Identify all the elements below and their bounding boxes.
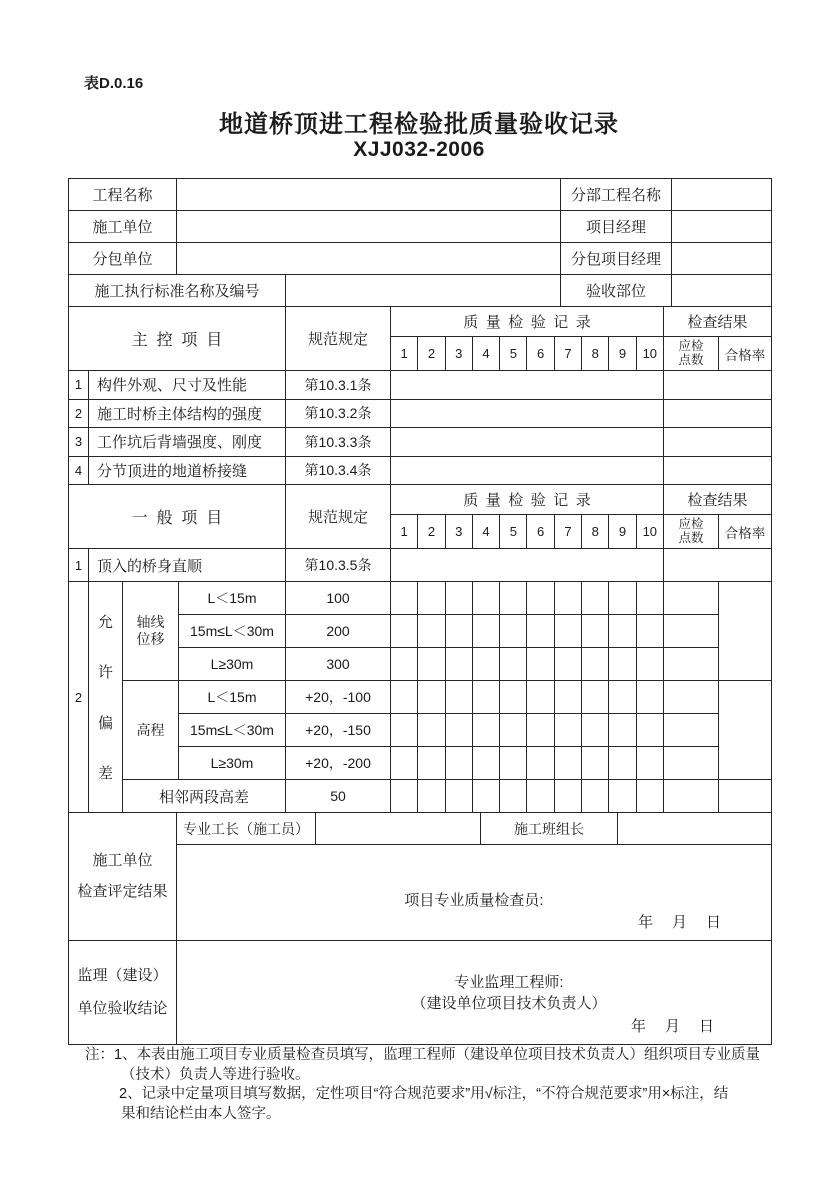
points-cell[interactable] <box>664 648 719 681</box>
record-col-number: 4 <box>473 337 500 371</box>
points-header <box>664 515 719 549</box>
acceptance-part-label: 验收部位 <box>561 275 672 307</box>
form-code: 表D.0.16 <box>84 75 144 92</box>
item-spec: 第10.3.3条 <box>286 428 391 457</box>
note-text: 2、记录中定量项目填写数据，定性项目“符合规范要求”用√标注，“不符合规范要求”用×标注，结 <box>119 1086 729 1102</box>
record-cell[interactable] <box>527 648 554 681</box>
record-cell[interactable] <box>609 714 636 747</box>
construction-result-body <box>177 813 771 941</box>
project-name-label: 工程名称 <box>69 179 177 211</box>
condition: L＜15m <box>179 681 286 714</box>
main-section-title: 主控项目 <box>69 307 286 371</box>
main-items <box>69 371 771 485</box>
record-cell[interactable] <box>446 648 473 681</box>
record-col-number: 10 <box>637 515 664 549</box>
record-cell[interactable] <box>609 615 636 648</box>
group-name <box>123 582 179 681</box>
item-no: 2 <box>69 400 89 429</box>
spec-value: 200 <box>286 615 391 648</box>
record-cell[interactable] <box>637 714 664 747</box>
record-cell[interactable] <box>391 780 418 813</box>
record-col-number: 8 <box>582 515 609 549</box>
record-cell[interactable] <box>527 747 554 780</box>
record-col-number: 4 <box>473 515 500 549</box>
record-cell[interactable] <box>555 747 582 780</box>
foreman-label: 专业工长（施工员） <box>177 813 316 845</box>
record-cells <box>391 780 664 813</box>
condition: L≥30m <box>179 747 286 780</box>
result-header-group <box>664 307 771 371</box>
project-manager-label: 项目经理 <box>561 211 672 243</box>
acceptance-part-value[interactable] <box>672 275 771 307</box>
note-prefix: 注： <box>85 1047 114 1063</box>
record-cells <box>391 648 664 681</box>
deviation-row <box>179 582 719 615</box>
record-col-number: 7 <box>555 515 582 549</box>
record-cell[interactable] <box>609 681 636 714</box>
item-name: 构件外观、尺寸及性能 <box>89 371 286 400</box>
info-row <box>69 179 771 211</box>
record-header-group <box>391 307 664 371</box>
points-header-line2: 点数 <box>678 352 704 367</box>
date-placeholder: 年 月 日 <box>637 914 723 931</box>
record-cell[interactable] <box>582 780 609 813</box>
item-name: 施工时桥主体结构的强度 <box>89 400 286 429</box>
record-cell[interactable] <box>500 747 527 780</box>
record-cell[interactable] <box>637 615 664 648</box>
record-cell[interactable] <box>391 615 418 648</box>
info-row <box>69 275 771 307</box>
note-line <box>121 1105 785 1125</box>
note-text: 果和结论栏由本人签字。 <box>121 1105 281 1122</box>
record-cell[interactable] <box>555 714 582 747</box>
record-cell[interactable] <box>582 615 609 648</box>
record-col-number: 9 <box>609 515 636 549</box>
record-cell[interactable] <box>418 615 445 648</box>
group-name-line: 轴线 <box>136 614 165 631</box>
standard-name-label: 施工执行标准名称及编号 <box>69 275 286 307</box>
record-cell[interactable] <box>500 714 527 747</box>
record-cell[interactable] <box>609 747 636 780</box>
record-cell[interactable] <box>473 648 500 681</box>
deviation-group <box>123 582 771 681</box>
subcontractor-label: 分包单位 <box>69 243 177 275</box>
table-row <box>69 428 771 457</box>
record-cell[interactable] <box>527 681 554 714</box>
rate-cell[interactable] <box>719 780 771 813</box>
vlabel-char: 许 <box>97 664 113 682</box>
record-col-number: 1 <box>391 337 418 371</box>
record-cell[interactable] <box>391 648 418 681</box>
supervision-result-label <box>69 941 177 1044</box>
result-header-group <box>664 485 771 549</box>
engineer-signature-area[interactable] <box>177 941 771 1044</box>
deviation-row <box>179 681 719 714</box>
spec-value: +20，-100 <box>286 681 391 714</box>
vlabel-char: 偏 <box>97 714 113 732</box>
record-cell[interactable] <box>500 780 527 813</box>
record-cell[interactable] <box>418 648 445 681</box>
record-cell[interactable] <box>446 582 473 615</box>
table-row <box>69 400 771 429</box>
record-col-number: 2 <box>418 515 445 549</box>
construction-result-section <box>69 813 771 941</box>
item-no: 1 <box>69 549 89 582</box>
record-cell[interactable] <box>446 615 473 648</box>
record-col-number: 1 <box>391 515 418 549</box>
info-row <box>69 243 771 275</box>
record-header: 质量检验记录 <box>391 485 664 515</box>
spec-header: 规范规定 <box>286 485 391 549</box>
points-cell[interactable] <box>664 681 719 714</box>
record-col-number: 7 <box>555 337 582 371</box>
form-table <box>68 178 772 1045</box>
record-cell[interactable] <box>473 714 500 747</box>
table-row <box>69 457 771 486</box>
spec-value: 300 <box>286 648 391 681</box>
project-name-value[interactable] <box>177 179 561 211</box>
record-cell[interactable] <box>446 747 473 780</box>
record-cells <box>391 747 664 780</box>
record-cell[interactable] <box>555 780 582 813</box>
result-header: 检查结果 <box>664 307 771 337</box>
subcontract-manager-label: 分包项目经理 <box>561 243 672 275</box>
rate-header: 合格率 <box>719 515 771 549</box>
record-cell[interactable] <box>637 780 664 813</box>
record-cell[interactable] <box>418 582 445 615</box>
foreman-signature-cell[interactable] <box>316 813 481 845</box>
item-spec: 第10.3.1条 <box>286 371 391 400</box>
record-cell[interactable] <box>637 681 664 714</box>
points-header-line1: 应检 <box>678 516 704 531</box>
deviation-row <box>179 747 719 780</box>
record-cell[interactable] <box>473 681 500 714</box>
item-name: 分节顶进的地道桥接缝 <box>89 457 286 486</box>
deviation-group <box>123 681 771 780</box>
record-header-group <box>391 485 664 549</box>
rate-header: 合格率 <box>719 337 771 371</box>
record-cell[interactable] <box>418 747 445 780</box>
condition: 15m≤L＜30m <box>179 714 286 747</box>
record-blank-cell[interactable] <box>391 428 664 457</box>
record-blank-cell[interactable] <box>391 371 664 400</box>
record-blank-cell[interactable] <box>391 549 664 582</box>
record-cell[interactable] <box>500 582 527 615</box>
record-cell[interactable] <box>527 780 554 813</box>
item-name: 工作坑后背墙强度、刚度 <box>89 428 286 457</box>
deviation-block <box>69 582 771 813</box>
record-cell[interactable] <box>391 681 418 714</box>
subcontract-manager-value[interactable] <box>672 243 771 275</box>
record-cell[interactable] <box>555 681 582 714</box>
record-col-numbers <box>391 515 664 549</box>
inspector-signature-area[interactable] <box>177 845 771 941</box>
record-cell[interactable] <box>555 648 582 681</box>
result-blank-cell[interactable] <box>664 400 771 429</box>
record-cell[interactable] <box>609 648 636 681</box>
spec-value: +20，-150 <box>286 714 391 747</box>
general-section-title: 一般项目 <box>69 485 286 549</box>
item-no: 2 <box>69 582 89 813</box>
adjacent-height-diff-label: 相邻两段高差 <box>123 780 286 813</box>
spec-value: 50 <box>286 780 391 813</box>
record-cell[interactable] <box>609 582 636 615</box>
record-cell[interactable] <box>446 714 473 747</box>
record-col-numbers <box>391 337 664 371</box>
record-cell[interactable] <box>637 648 664 681</box>
vlabel-char: 允 <box>97 613 113 631</box>
project-manager-value[interactable] <box>672 211 771 243</box>
record-cell[interactable] <box>473 780 500 813</box>
result-header: 检查结果 <box>664 485 771 515</box>
footnotes <box>85 1046 785 1124</box>
general-section-header <box>69 485 771 549</box>
team-leader-signature-cell[interactable] <box>618 813 771 845</box>
standard-name-value[interactable] <box>286 275 561 307</box>
subcontractor-value[interactable] <box>177 243 561 275</box>
record-cell[interactable] <box>637 582 664 615</box>
allowed-deviation-label <box>89 582 123 813</box>
points-cell[interactable] <box>664 747 719 780</box>
engineer-label: 专业监理工程师: <box>454 974 564 991</box>
record-cell[interactable] <box>500 615 527 648</box>
record-cell[interactable] <box>555 582 582 615</box>
group-name-line: 高程 <box>136 721 165 738</box>
item-no: 1 <box>69 371 89 400</box>
record-cell[interactable] <box>391 747 418 780</box>
record-cell[interactable] <box>391 714 418 747</box>
record-blank-cell[interactable] <box>391 400 664 429</box>
item-spec: 第10.3.4条 <box>286 457 391 486</box>
group-name <box>123 681 179 780</box>
note-text: 1、本表由施工项目专业质量检查员填写，监理工程师（建设单位项目技术负责人）组织项目专业质量 <box>114 1047 761 1063</box>
deviation-row <box>123 780 771 813</box>
record-cells <box>391 582 664 615</box>
record-cell[interactable] <box>418 681 445 714</box>
record-cell[interactable] <box>527 582 554 615</box>
record-cell[interactable] <box>473 615 500 648</box>
result-blank-cell[interactable] <box>664 428 771 457</box>
points-header-line2: 点数 <box>678 530 704 545</box>
construction-unit-value[interactable] <box>177 211 561 243</box>
record-cells <box>391 681 664 714</box>
record-col-number: 8 <box>582 337 609 371</box>
sub-project-name-value[interactable] <box>672 179 771 211</box>
result-blank-cell[interactable] <box>664 457 771 486</box>
note-text: （技术）负责人等进行验收。 <box>121 1066 310 1083</box>
item-name: 顶入的桥身直顺 <box>89 549 286 582</box>
spec-value: 100 <box>286 582 391 615</box>
rate-cell[interactable] <box>719 582 771 681</box>
standard-number: XJJ032-2006 <box>353 138 485 161</box>
record-cells <box>391 714 664 747</box>
page-title: 地道桥顶进工程检验批质量验收记录 <box>219 111 619 138</box>
points-cell[interactable] <box>664 714 719 747</box>
result-blank-cell[interactable] <box>664 371 771 400</box>
record-col-number: 9 <box>609 337 636 371</box>
record-col-number: 3 <box>446 337 473 371</box>
main-section-header <box>69 307 771 371</box>
record-cell[interactable] <box>527 714 554 747</box>
points-cell[interactable] <box>664 615 719 648</box>
engineer-note: （建设单位项目技术负责人） <box>411 995 607 1012</box>
record-cell[interactable] <box>609 780 636 813</box>
record-cell[interactable] <box>582 747 609 780</box>
record-cell[interactable] <box>473 747 500 780</box>
record-cell[interactable] <box>500 648 527 681</box>
team-leader-label: 施工班组长 <box>481 813 618 845</box>
item-no: 4 <box>69 457 89 486</box>
note-line <box>85 1046 785 1066</box>
inspector-label: 项目专业质量检查员: <box>404 892 544 909</box>
sub-project-name-label: 分部工程名称 <box>561 179 672 211</box>
table-row <box>69 549 771 582</box>
label-line: 检查评定结果 <box>77 882 168 900</box>
points-header <box>664 337 719 371</box>
construction-result-label <box>69 813 177 941</box>
table-row <box>69 371 771 400</box>
condition: 15m≤L＜30m <box>179 615 286 648</box>
record-col-number: 5 <box>500 515 527 549</box>
points-header-line1: 应检 <box>678 338 704 353</box>
condition: L≥30m <box>179 648 286 681</box>
record-cell[interactable] <box>446 681 473 714</box>
date-placeholder: 年 月 日 <box>630 1018 716 1035</box>
deviation-row <box>179 714 719 747</box>
spec-value: +20，-200 <box>286 747 391 780</box>
record-cell[interactable] <box>582 648 609 681</box>
record-header: 质量检验记录 <box>391 307 664 337</box>
record-cell[interactable] <box>473 582 500 615</box>
deviation-row <box>179 648 719 681</box>
spec-header: 规范规定 <box>286 307 391 371</box>
record-cell[interactable] <box>555 615 582 648</box>
record-cell[interactable] <box>418 780 445 813</box>
rate-cell[interactable] <box>719 681 771 780</box>
deviation-rows <box>123 582 771 813</box>
record-blank-cell[interactable] <box>391 457 664 486</box>
info-row <box>69 211 771 243</box>
construction-unit-label: 施工单位 <box>69 211 177 243</box>
record-cell[interactable] <box>391 582 418 615</box>
record-col-number: 10 <box>637 337 664 371</box>
record-cell[interactable] <box>637 747 664 780</box>
record-col-number: 2 <box>418 337 445 371</box>
record-col-number: 6 <box>527 337 554 371</box>
deviation-row <box>179 615 719 648</box>
note-line <box>121 1066 785 1086</box>
record-cell[interactable] <box>582 714 609 747</box>
record-cell[interactable] <box>500 681 527 714</box>
points-cell[interactable] <box>664 582 719 615</box>
note-line <box>119 1085 785 1105</box>
record-col-number: 5 <box>500 337 527 371</box>
item-spec: 第10.3.2条 <box>286 400 391 429</box>
label-line: 监理（建设） <box>77 967 168 984</box>
points-cell[interactable] <box>664 780 719 813</box>
record-cell[interactable] <box>582 681 609 714</box>
record-cells <box>391 615 664 648</box>
record-cell[interactable] <box>446 780 473 813</box>
label-line: 单位验收结论 <box>77 999 168 1017</box>
supervision-result-section <box>69 941 771 1044</box>
record-cell[interactable] <box>527 615 554 648</box>
label-line: 施工单位 <box>92 852 153 869</box>
item-no: 3 <box>69 428 89 457</box>
condition: L＜15m <box>179 582 286 615</box>
item-spec: 第10.3.5条 <box>286 549 391 582</box>
result-blank-cell[interactable] <box>664 549 771 582</box>
record-col-number: 3 <box>446 515 473 549</box>
group-name-line: 位移 <box>136 631 165 647</box>
record-cell[interactable] <box>582 582 609 615</box>
record-col-number: 6 <box>527 515 554 549</box>
record-cell[interactable] <box>418 714 445 747</box>
vlabel-char: 差 <box>97 765 113 783</box>
